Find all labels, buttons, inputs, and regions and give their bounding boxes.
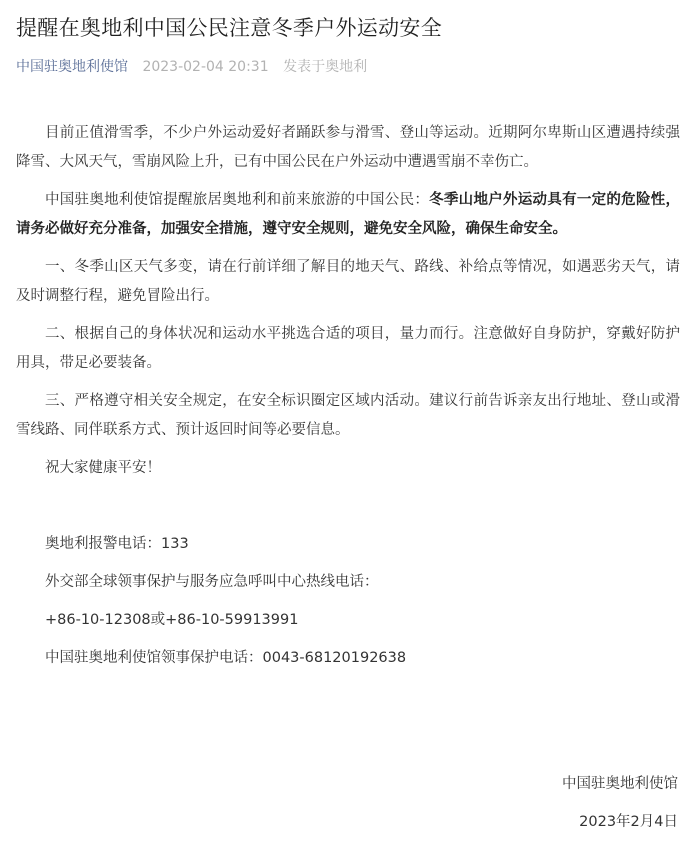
paragraph-item-1: 一、冬季山区天气多变，请在行前详细了解目的地天气、路线、补给点等情况，如遇恶劣天气，请及时调整行程，避免冒险出行。 — [16, 259, 680, 304]
paragraph-item-2: 二、根据自己的身体状况和运动水平挑选合适的项目，量力而行。注意做好自身防护，穿戴好防护用具，带足必要装备。 — [16, 326, 680, 371]
article-meta — [16, 57, 680, 77]
contact-embassy: 中国驻奥地利使馆领事保护电话：0043-68120192638 — [45, 650, 407, 666]
signature-block — [562, 770, 678, 846]
article-body — [16, 119, 680, 673]
signature-org: 中国驻奥地利使馆 — [562, 776, 678, 792]
article-title: 提醒在奥地利中国公民注意冬季户外运动安全 — [16, 16, 442, 40]
contact-hotline-label: 外交部全球领事保护与服务应急呼叫中心热线电话： — [45, 574, 379, 590]
paragraph-reminder — [16, 186, 680, 244]
account-name-link[interactable]: 中国驻奥地利使馆 — [16, 59, 128, 75]
paragraph-intro: 目前正值滑雪季，不少户外运动爱好者踊跃参与滑雪、登山等运动。近期阿尔卑斯山区遭遇持续强降雪、大风天气，雪崩风险上升，已有中国公民在户外运动中遭遇雪崩不幸伤亡。 — [16, 125, 680, 170]
contact-hotline-numbers: +86-10-12308或+86-10-59913991 — [45, 612, 299, 628]
publish-location: 发表于奥地利 — [283, 59, 368, 75]
paragraph-wishes: 祝大家健康平安！ — [45, 460, 161, 476]
paragraph-item-3: 三、严格遵守相关安全规定，在安全标识圈定区域内活动。建议行前告诉亲友出行地址、登山或滑雪线路、同伴联系方式、预计返回时间等必要信息。 — [16, 393, 680, 438]
signature-date: 2023年2月4日 — [579, 814, 678, 830]
blank-line — [16, 492, 680, 521]
reminder-lead: 中国驻奥地利使馆提醒旅居奥地利和前来旅游的中国公民： — [45, 192, 430, 208]
reminder-emphasis: 冬季山地户外运动具有一定的危险性，请务必做好充分准备，加强安全措施，遵守安全规则，避免安全风险，确保生命安全。 — [16, 192, 681, 237]
contact-police: 奥地利报警电话：133 — [45, 536, 189, 552]
publish-time: 2023-02-04 20:31 — [142, 59, 269, 75]
